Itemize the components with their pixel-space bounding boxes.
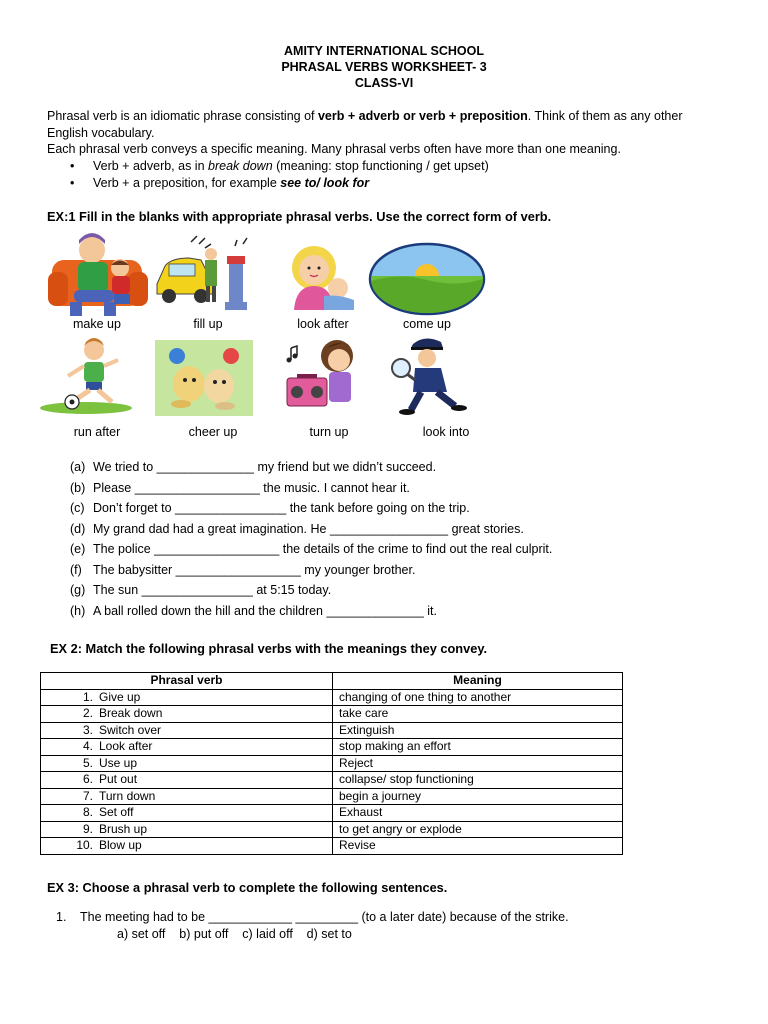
table-row: 3. Switch over Extinguish [41,722,623,739]
intro-line-1: Phrasal verb is an idiomatic phrase consisting of verb + adverb or verb + preposition. Think of them as any other [47,109,683,123]
run-after-illustration [38,336,134,416]
caption-run-after: run after [73,425,121,439]
turn-up-illustration [283,334,367,414]
table-row: 1. Give up changing of one thing to another [41,689,623,706]
ex2-title: EX 2: Match the following phrasal verbs with the meanings they convey. [50,641,488,656]
ex3-question-1-options: a) set off b) put off c) laid off d) set to [117,927,352,941]
table-row: 4. Look after stop making an effort [41,739,623,756]
intro-line-3: Each phrasal verb conveys a specific meaning. Many phrasal verbs often have more than one meaning. [47,142,621,156]
intro-line-2: English vocabulary. [47,126,155,140]
come-up-illustration [368,242,486,316]
table-row: 5. Use up Reject [41,755,623,772]
table-row: 7. Turn down begin a journey [41,788,623,805]
ex1-title: EX:1 Fill in the blanks with appropriate phrasal verbs. Use the correct form of verb. [47,209,552,224]
look-after-illustration [278,240,360,310]
school-name: AMITY INTERNATIONAL SCHOOL [284,44,484,58]
match-table [40,672,623,855]
worksheet-title: PHRASAL VERBS WORKSHEET- 3 [281,60,487,74]
bullet-icon: • [70,159,75,173]
table-header-row [41,673,623,690]
caption-cheer-up: cheer up [188,425,238,439]
table-row: 8. Set off Exhaust [41,805,623,822]
caption-fill-up: fill up [193,317,223,331]
header-phrasal-verb: Phrasal verb [41,673,333,690]
caption-make-up: make up [73,317,121,331]
fill-up-illustration [153,232,253,318]
table-row: 10. Blow up Revise [41,838,623,855]
table-row: 9. Brush up to get angry or explode [41,821,623,838]
bullet-icon: • [70,176,75,190]
intro-bold-pattern: verb + adverb or verb + preposition [317,109,528,123]
look-into-illustration [385,334,481,416]
header-meaning: Meaning [333,673,623,690]
cheer-up-illustration [155,340,253,416]
make-up-illustration [48,232,150,318]
class-label: CLASS-VI [354,76,414,90]
ex3-title: EX 3: Choose a phrasal verb to complete the following sentences. [47,880,448,895]
table-row: 6. Put out collapse/ stop functioning [41,772,623,789]
table-row: 2. Break down take care [41,706,623,723]
caption-look-after: look after [297,317,349,331]
caption-turn-up: turn up [309,425,349,439]
caption-look-into: look into [422,425,470,439]
caption-come-up: come up [403,317,451,331]
